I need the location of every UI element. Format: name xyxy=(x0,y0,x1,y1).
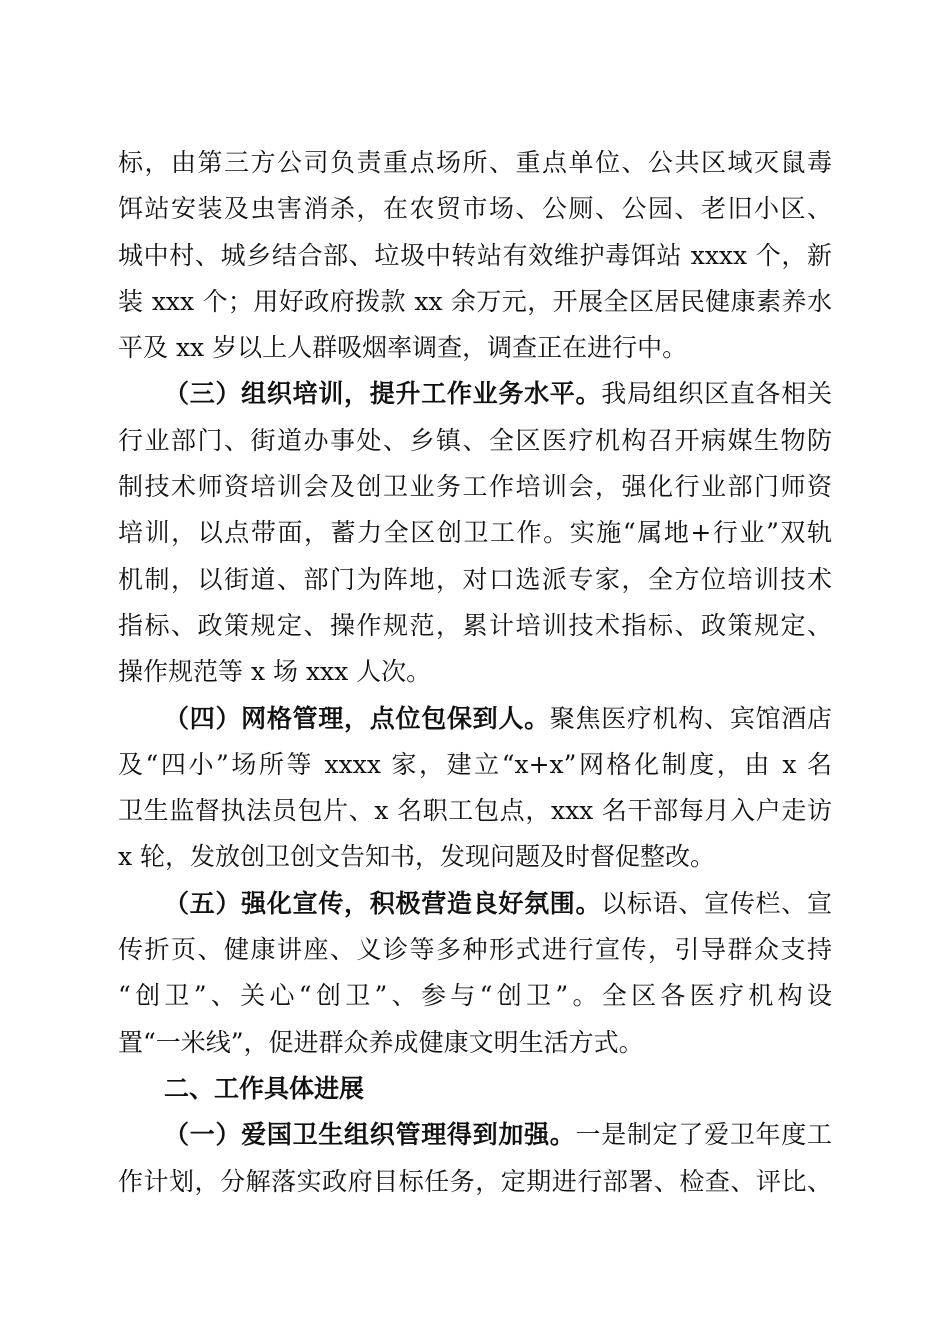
paragraph-line: 指标、政策规定、操作规范，累计培训技术指标、政策规定、 xyxy=(118,610,832,640)
paragraph-line: 及“四小”场所等 xxxx 家，建立“x+x”网格化制度，由 x 名 xyxy=(118,749,832,779)
paragraph-line: 饵站安装及虫害消杀，在农贸市场、公厕、公园、老旧小区、 xyxy=(118,194,832,224)
paragraph-text: 我局组织区直各相关 xyxy=(601,379,832,409)
paragraph-line: 培训，以点带面，蓄力全区创卫工作。实施“属地+行业”双轨 xyxy=(118,518,832,548)
section-heading: 二、工作具体进展 xyxy=(164,1073,365,1103)
subheading-grid-management: （四）网格管理，点位包保到人。 xyxy=(164,703,550,733)
paragraph-line: 置“一米线”，促进群众养成健康文明生活方式。 xyxy=(118,1027,644,1057)
paragraph-line: 作计划，分解落实政府目标任务，定期进行部署、检查、评比、 xyxy=(118,1166,832,1196)
paragraph-line: 卫生监督执法员包片、x 名职工包点，xxx 名干部每月入户走访 xyxy=(118,796,832,826)
paragraph-line: 操作规范等 x 场 xxx 人次。 xyxy=(118,657,432,687)
paragraph-line: 装 xxx 个；用好政府拨款 xx 余万元，开展全区居民健康素养水 xyxy=(118,286,832,316)
paragraph-first-line xyxy=(118,371,832,417)
subheading-publicity: （五）强化宣传，积极营造良好氛围。 xyxy=(164,888,602,918)
paragraph-text: 聚焦医疗机构、宾馆酒店 xyxy=(549,703,832,733)
paragraph-line: 平及 xx 岁以上人群吸烟率调查，调查正在进行中。 xyxy=(118,333,688,363)
paragraph-line: 标，由第三方公司负责重点场所、重点单位、公共区域灭鼠毒 xyxy=(118,148,832,177)
paragraph-line: 行业部门、街道办事处、乡镇、全区医疗机构召开病媒生物防 xyxy=(118,425,832,455)
paragraph-line: “创卫”、关心“创卫”、参与“创卫”。全区各医疗机构设 xyxy=(118,981,832,1011)
paragraph-line: 制技术师资培训会及创卫业务工作培训会，强化行业部门师资 xyxy=(118,472,832,502)
subheading-organization: （一）爱国卫生组织管理得到加强。 xyxy=(164,1120,576,1150)
paragraph-line: 传折页、健康讲座、义诊等多种形式进行宣传，引导群众支持 xyxy=(118,935,832,965)
paragraph-first-line xyxy=(118,881,832,927)
paragraph-text: 一是制定了爱卫年度工 xyxy=(575,1120,832,1150)
paragraph-first-line xyxy=(118,1112,832,1158)
paragraph-first-line xyxy=(118,696,832,742)
paragraph-line: 城中村、城乡结合部、垃圾中转站有效维护毒饵站 xxxx 个，新 xyxy=(118,240,832,270)
paragraph-text: 以标语、宣传栏、宣 xyxy=(601,888,832,918)
paragraph-line: 机制，以街道、部门为阵地，对口选派专家，全方位培训技术 xyxy=(118,564,832,594)
paragraph-line: x 轮，发放创卫创文告知书，发现问题及时督促整改。 xyxy=(118,842,716,872)
document-page xyxy=(118,140,832,1205)
subheading-training: （三）组织培训，提升工作业务水平。 xyxy=(164,379,602,409)
